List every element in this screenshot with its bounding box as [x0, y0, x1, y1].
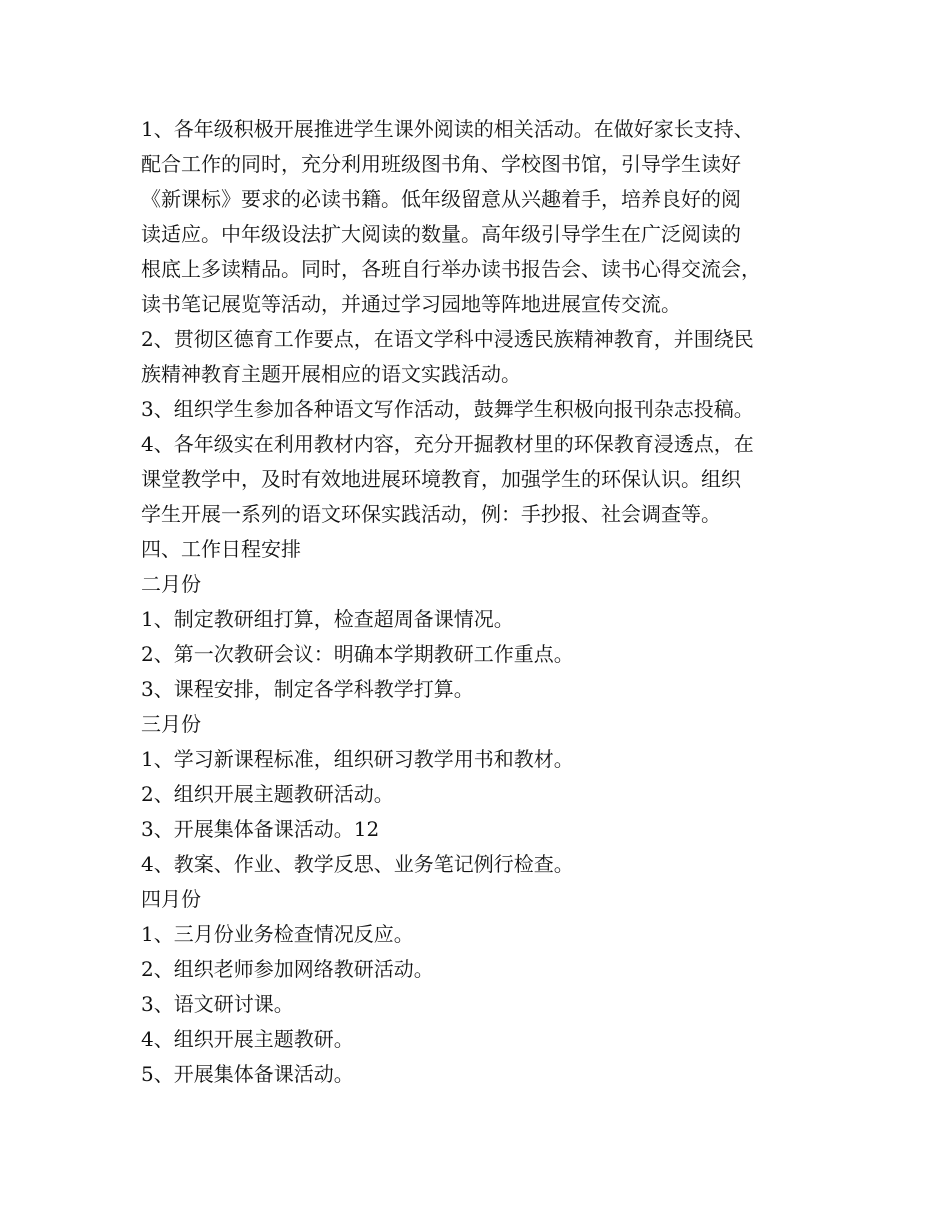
list-item: 1、学习新课程标准，组织研习教学用书和教材。 [141, 747, 574, 771]
list-item: 1、三月份业务检查情况反应。 [141, 922, 414, 946]
list-item: 3、语文研讨课。 [141, 992, 294, 1016]
list-item: 2、组织老师参加网络教研活动。 [141, 957, 434, 981]
text-line: 学生开展一系列的语文环保实践活动，例：手抄报、社会调查等。 [141, 502, 721, 526]
section-heading: 四、工作日程安排 [141, 537, 301, 561]
month-heading: 二月份 [141, 572, 201, 596]
text-line: 《新课标》要求的必读书籍。低年级留意从兴趣着手，培养良好的阅 [141, 187, 741, 211]
text-line: 1、各年级积极开展推进学生课外阅读的相关活动。在做好家长支持、 [141, 117, 754, 141]
list-item: 2、组织开展主题教研活动。 [141, 782, 394, 806]
text-line: 课堂教学中，及时有效地进展环境教育，加强学生的环保认识。组织 [141, 467, 741, 491]
month-heading: 三月份 [141, 712, 201, 736]
text-line: 读书笔记展览等活动，并通过学习园地等阵地进展宣传交流。 [141, 292, 681, 316]
list-item: 4、教案、作业、教学反思、业务笔记例行检查。 [141, 852, 574, 876]
text-line: 根底上多读精品。同时，各班自行举办读书报告会、读书心得交流会， [141, 257, 761, 281]
list-item: 1、制定教研组打算，检查超周备课情况。 [141, 607, 514, 631]
text-line: 4、各年级实在利用教材内容，充分开掘教材里的环保教育浸透点，在 [141, 432, 754, 456]
document-body [141, 112, 841, 1092]
list-item: 3、课程安排，制定各学科教学打算。 [141, 677, 474, 701]
list-item: 4、组织开展主题教研。 [141, 1027, 354, 1051]
text-line: 2、贯彻区德育工作要点，在语文学科中浸透民族精神教育，并围绕民 [141, 327, 754, 351]
text-line: 配合工作的同时，充分利用班级图书角、学校图书馆，引导学生读好 [141, 152, 741, 176]
list-item: 5、开展集体备课活动。 [141, 1062, 354, 1086]
text-line: 读适应。中年级设法扩大阅读的数量。高年级引导学生在广泛阅读的 [141, 222, 741, 246]
list-item: 3、开展集体备课活动。12 [141, 817, 380, 841]
text-line: 族精神教育主题开展相应的语文实践活动。 [141, 362, 521, 386]
list-item: 2、第一次教研会议：明确本学期教研工作重点。 [141, 642, 574, 666]
text-line: 3、组织学生参加各种语文写作活动，鼓舞学生积极向报刊杂志投稿。 [141, 397, 754, 421]
month-heading: 四月份 [141, 887, 201, 911]
